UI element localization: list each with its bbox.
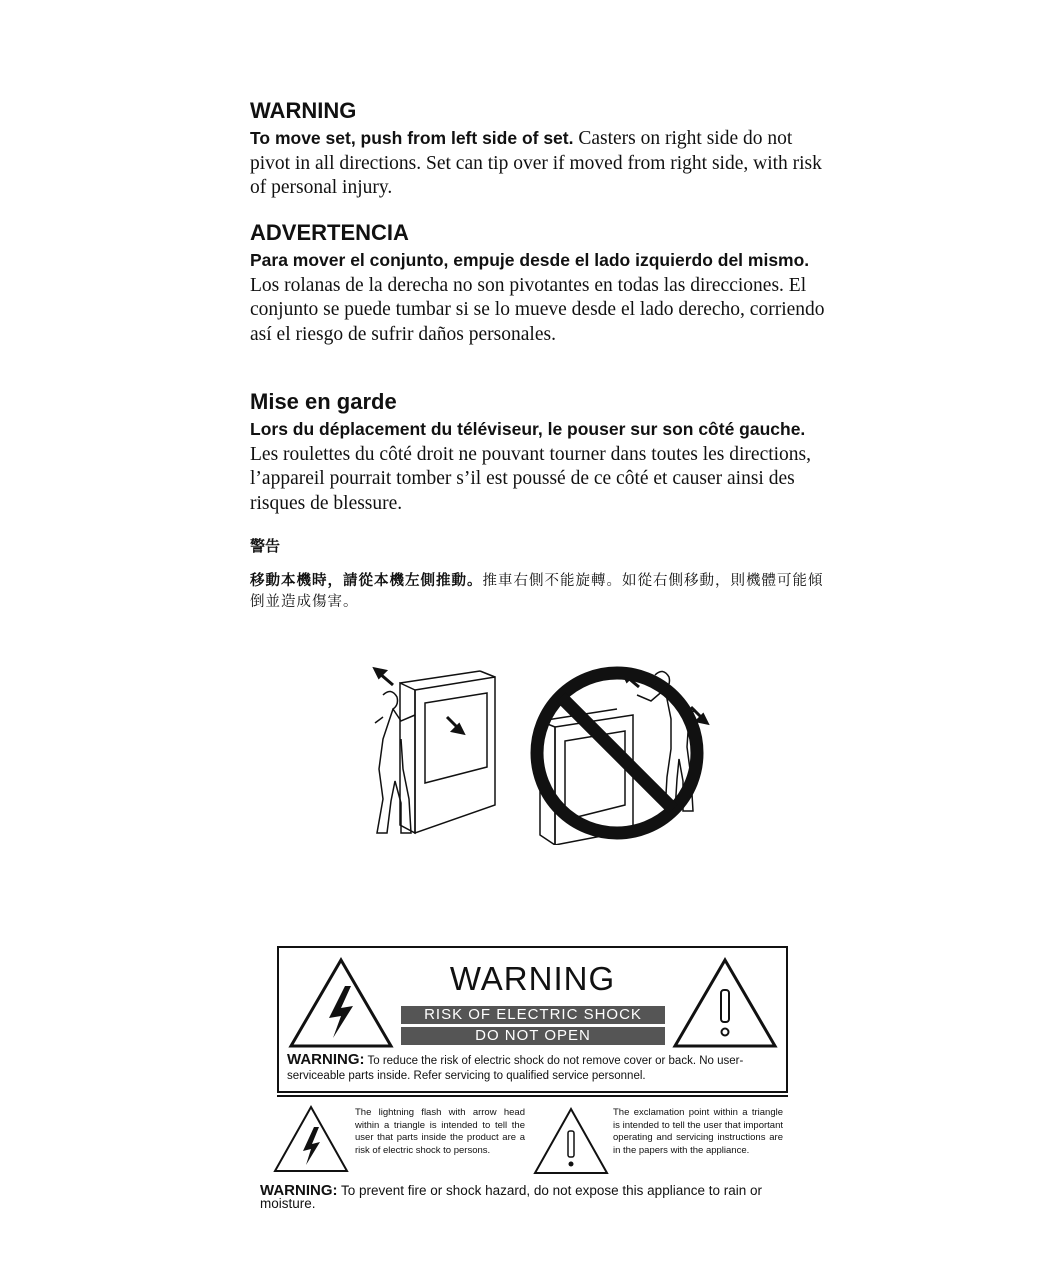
body-english: Casters on right side do not pivot in all directions. Set can tip over if moved from right side, with risk of personal injury. — [250, 128, 822, 198]
heading-french: Mise en garde — [250, 389, 397, 414]
warning-label-text: To reduce the risk of electric shock do not remove cover or back. No user-serviceable parts inside. Refer servicing to qualified service personnel. — [287, 1055, 744, 1082]
lead-chinese: 移動本機時，請從本機左側推動。 — [250, 572, 483, 589]
lightning-triangle-small-icon — [271, 1103, 351, 1175]
exclamation-explanation: The exclamation point within a triangle is intended to tell the user that important operating and servicing instructions are in the papers with the appliance. — [613, 1107, 783, 1156]
paragraph-french — [250, 417, 830, 516]
heading-english: WARNING — [250, 98, 357, 123]
heading-chinese: 警告 — [250, 537, 281, 555]
warning-label-lead: WARNING: — [287, 1051, 365, 1068]
warning-section-english — [250, 98, 830, 201]
moisture-warning-lead: WARNING: — [260, 1182, 338, 1199]
lead-french: Lors du déplacement du téléviseur, le pouser sur son côté gauche. — [250, 419, 806, 439]
body-spanish: Los rolanas de la derecha no son pivotantes en todas las direcciones. El conjunto se puede tumbar si se lo mueve desde el lado derecho, corriendo así el riesgo de sufrir daños personales. — [250, 274, 825, 345]
do-not-open-band: DO NOT OPEN — [401, 1027, 665, 1045]
symbol-explanation-panel — [277, 1095, 788, 1179]
lead-english: To move set, push from left side of set. — [250, 128, 574, 148]
warning-section-chinese — [250, 536, 830, 627]
warning-label-body — [287, 1052, 780, 1084]
warning-label-title: WARNING — [449, 960, 616, 997]
correct-push-figure — [375, 671, 495, 833]
moisture-warning-text: To prevent fire or shock hazard, do not expose this appliance to rain or moisture. — [260, 1183, 762, 1211]
moisture-warning — [260, 1184, 800, 1210]
exclamation-triangle-small-icon — [531, 1105, 611, 1177]
electric-shock-warning-label — [277, 946, 788, 1093]
lightning-explanation: The lightning flash with arrow head within a triangle is intended to tell the user that parts inside the product are a risk of electric shock to persons. — [355, 1107, 525, 1156]
body-chinese: 推車右側不能旋轉。如從右側移動，則機體可能傾倒並造成傷害。 — [250, 572, 824, 610]
paragraph-english — [250, 126, 830, 201]
warning-section-spanish — [250, 220, 830, 347]
prohibited-icon — [537, 673, 697, 833]
heading-spanish: ADVERTENCIA — [250, 220, 409, 245]
lead-spanish: Para mover el conjunto, empuje desde el lado izquierdo del mismo. — [250, 250, 810, 270]
moving-tv-illustration — [355, 655, 715, 845]
paragraph-spanish — [250, 248, 830, 347]
warning-section-french — [250, 389, 830, 516]
paragraph-chinese — [250, 571, 830, 613]
body-french: Les roulettes du côté droit ne pouvant tourner dans toutes les directions, l’appareil pourrait tomber s’il est poussé de ce côté et causer ainsi des risques de blessure. — [250, 443, 812, 514]
risk-band: RISK OF ELECTRIC SHOCK — [401, 1006, 665, 1024]
exclamation-triangle-icon — [671, 956, 779, 1050]
